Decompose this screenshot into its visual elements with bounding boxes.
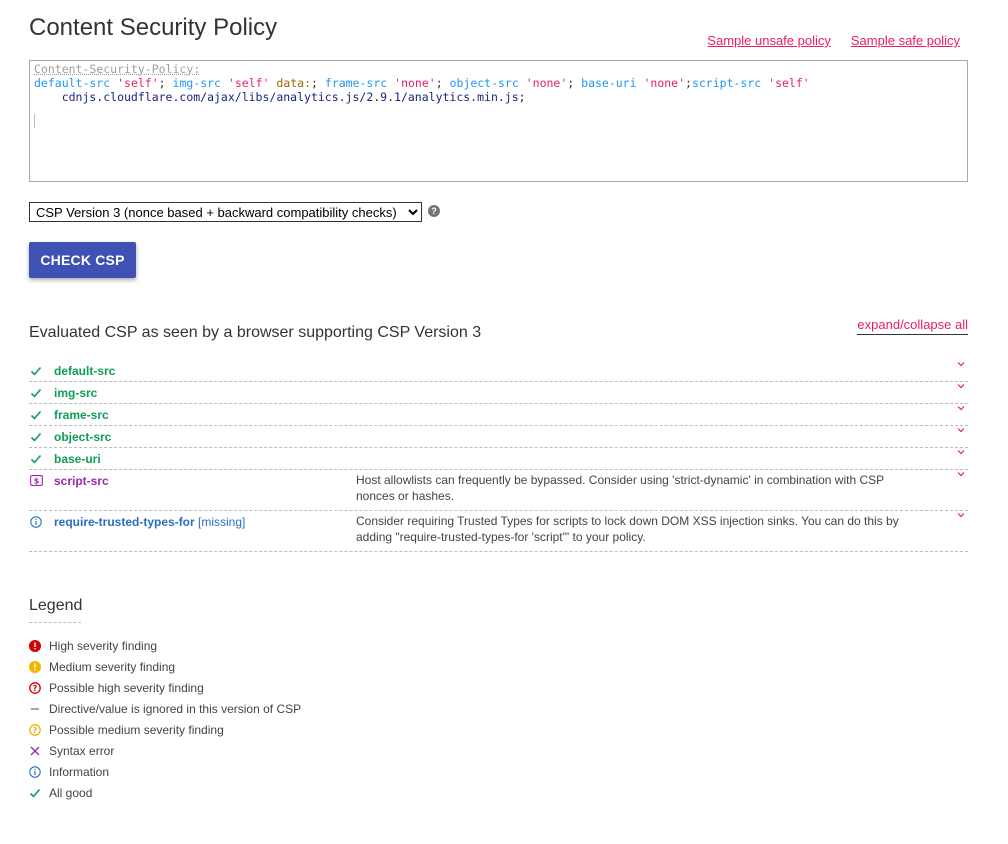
chevron-down-icon[interactable]	[957, 360, 965, 371]
directive-description	[356, 404, 916, 425]
legend-item	[29, 761, 301, 782]
chevron-down-icon[interactable]	[957, 511, 965, 522]
editor-token: 'none'	[394, 76, 436, 90]
legend-title: Legend	[29, 597, 81, 623]
legend-item	[29, 740, 301, 761]
editor-line-1	[34, 76, 963, 90]
legend-label: Possible medium severity finding	[49, 722, 224, 737]
editor-token: object-src	[449, 76, 519, 90]
editor-token	[221, 76, 228, 90]
check-icon	[29, 382, 54, 403]
directive-row-frame-src[interactable]	[29, 404, 968, 426]
editor-token: 'none'	[525, 76, 568, 90]
directive-description	[356, 360, 916, 381]
directive-description	[356, 426, 916, 447]
medium-severity-icon	[29, 661, 49, 673]
sample-unsafe-policy-link[interactable]: Sample unsafe policy	[707, 33, 831, 48]
directive-name-text: frame-src	[54, 408, 109, 422]
directive-name	[54, 360, 356, 381]
directive-name-text: base-uri	[54, 452, 101, 466]
check-icon	[29, 426, 54, 447]
editor-line-2: cdnjs.cloudflare.com/ajax/libs/analytics.js/2.9.1/analytics.min.js;	[34, 90, 526, 104]
chevron-down-icon[interactable]	[957, 470, 965, 481]
legend-label: High severity finding	[49, 638, 158, 653]
editor-token: base-uri	[581, 76, 637, 90]
editor-token: 'none'	[643, 76, 686, 90]
editor-token: ;	[435, 76, 450, 90]
legend-label: Information	[49, 764, 110, 779]
chevron-down-icon[interactable]	[957, 382, 965, 393]
directive-name	[54, 382, 356, 403]
ignored-icon	[29, 703, 49, 715]
legend-label: Possible high severity finding	[49, 680, 204, 695]
legend-label: Medium severity finding	[49, 659, 176, 674]
check-icon	[29, 360, 54, 381]
editor-token: 'self'	[117, 76, 159, 90]
editor-token: 'self'	[227, 76, 270, 90]
check-csp-button[interactable]: CHECK CSP	[29, 242, 136, 278]
directive-row-default-src[interactable]	[29, 360, 968, 382]
legend-item	[29, 719, 301, 740]
directive-name-text: img-src	[54, 386, 98, 400]
directive-row-require-trusted-types-for[interactable]	[29, 511, 968, 552]
directive-description	[356, 448, 916, 469]
legend-label: Directive/value is ignored in this version of CSP	[49, 701, 302, 716]
directive-row-img-src[interactable]	[29, 382, 968, 404]
editor-token: frame-src	[324, 76, 388, 90]
editor-token	[519, 76, 526, 90]
info-icon	[29, 511, 54, 551]
directive-name	[54, 426, 356, 447]
info-icon	[29, 766, 49, 778]
check-icon	[29, 787, 49, 799]
missing-tag: [missing]	[194, 515, 246, 529]
editor-token: 'self'	[768, 76, 810, 90]
editor-token: ;	[567, 76, 582, 90]
svg-text:?: ?	[32, 683, 38, 693]
check-icon	[29, 448, 54, 469]
directive-row-object-src[interactable]	[29, 426, 968, 448]
chevron-down-icon[interactable]	[957, 448, 965, 459]
editor-header: Content-Security-Policy:	[34, 62, 201, 76]
editor-token: ;	[158, 76, 173, 90]
chevron-down-icon[interactable]	[957, 426, 965, 437]
svg-text:?: ?	[32, 725, 38, 735]
directive-name	[54, 470, 356, 510]
directive-description: Host allowlists can frequently be bypassed. Consider using 'strict-dynamic' in combination with CSP nonces or hashes.	[356, 473, 884, 503]
directive-description: Consider requiring Trusted Types for scripts to lock down DOM XSS injection sinks. You can do this by adding "require-trusted-types-for 'script'" to your policy.	[356, 514, 899, 544]
svg-text:$: $	[33, 476, 40, 486]
editor-token: ;	[685, 76, 692, 90]
legend-item	[29, 656, 301, 677]
directive-name-text: default-src	[54, 364, 116, 378]
evaluation-title: Evaluated CSP as seen by a browser supporting CSP Version 3	[29, 324, 482, 341]
possible-medium-severity-icon	[29, 724, 49, 736]
directive-name	[54, 448, 356, 469]
editor-token: img-src	[172, 76, 221, 90]
csp-editor[interactable]	[29, 60, 968, 182]
syntax-error-icon	[29, 745, 49, 757]
legend-item	[29, 698, 301, 719]
high-severity-icon	[29, 640, 49, 652]
legend-label: All good	[49, 785, 93, 800]
editor-token: default-src	[34, 76, 111, 90]
chevron-down-icon[interactable]	[957, 404, 965, 415]
help-icon[interactable]: ?	[428, 205, 440, 217]
expand-collapse-all-link[interactable]: expand/collapse all	[857, 317, 968, 335]
directive-name-text: script-src	[54, 474, 109, 488]
sample-safe-policy-link[interactable]: Sample safe policy	[850, 33, 960, 48]
legend-label: Syntax error	[49, 743, 115, 758]
editor-token: ;	[311, 76, 325, 90]
directive-name-text: require-trusted-types-for	[54, 515, 195, 529]
text-caret	[34, 114, 35, 128]
legend-item	[29, 782, 301, 803]
editor-token: data:	[276, 76, 312, 90]
csp-version-select[interactable]	[29, 202, 422, 222]
page-title: Content Security Policy	[29, 14, 278, 41]
directive-row-script-src[interactable]	[29, 470, 968, 511]
possible-bypass-icon	[29, 470, 54, 510]
directive-description	[356, 382, 916, 403]
directive-row-base-uri[interactable]	[29, 448, 968, 470]
directive-name	[54, 511, 356, 551]
legend-item	[29, 677, 301, 698]
possible-high-severity-icon	[29, 682, 49, 694]
directive-name	[54, 404, 356, 425]
editor-token: script-src	[691, 76, 762, 90]
legend-item	[29, 635, 301, 656]
sample-links	[707, 33, 960, 48]
legend-list	[29, 635, 301, 803]
directive-list	[29, 360, 968, 552]
check-icon	[29, 404, 54, 425]
version-row	[29, 202, 440, 222]
directive-name-text: object-src	[54, 430, 112, 444]
